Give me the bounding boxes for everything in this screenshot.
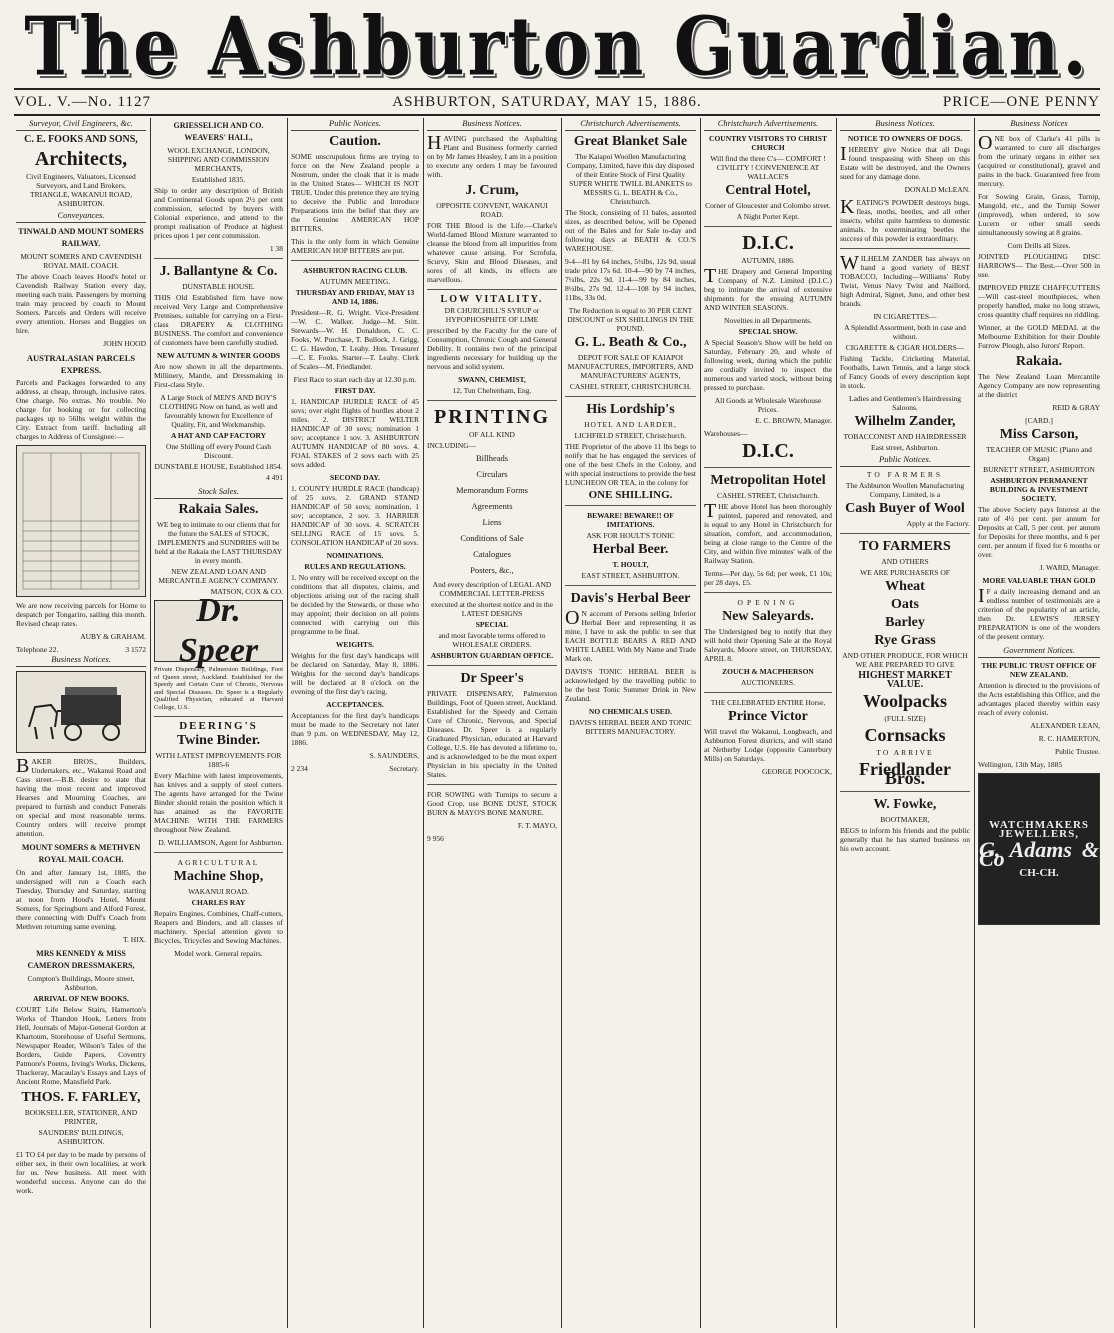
divider <box>427 400 557 401</box>
ad-porter: A Night Porter Kept. <box>736 212 800 221</box>
price: PRICE—ONE PENNY <box>942 93 1100 110</box>
ad-sowing: For Sowing Grain, Grass, Turnip, Mangold, etc., and the Turnip Sower (improved), when ordered, to sow Lucern or other small seeds simultaneously sowing at 8 grains. <box>978 192 1100 237</box>
ad-shilling: ONE SHILLING. <box>588 489 673 501</box>
column-1 <box>16 118 146 1328</box>
ad-money-body: £1 TO £4 per day to be made by persons of either sex, in their own localities, at work for us. New business. All meet with wonderful success. Anyone can do the work. <box>16 1150 146 1195</box>
ad-griesselich-est: Established 1835. <box>191 175 246 184</box>
ad-dic-body: THE Drapery and General Importing Company of N.Z. Limited (D.I.C.) beg to intimate the arrival of extensive shipments for the ensuing AUTUMN AND WINTER SEASONS. <box>704 265 832 312</box>
ad-zander-title: Wilhelm Zander, <box>854 414 956 429</box>
ad-zouch-name: ZOUCH & MACPHERSON <box>722 667 814 676</box>
ad-card: [CARD.] <box>1025 416 1053 425</box>
ad-novelties: Novelties in all Departments. <box>724 316 812 325</box>
ad-signature: F. T. MAYO, <box>517 821 557 830</box>
ad-fowke-sub: BOOTMAKER, <box>880 815 930 824</box>
ad-zouch-sub: AUCTIONEERS. <box>741 678 795 687</box>
ad-arrive: TO ARRIVE <box>876 748 934 757</box>
masthead <box>0 0 1114 92</box>
ad-wheat: Wheat <box>885 579 925 594</box>
section-header: Surveyor, Civil Engineers, &c. <box>16 118 146 131</box>
ad-dogs-title: NOTICE TO OWNERS OF DOGS. <box>847 134 963 143</box>
ad-signature: REID & GRAY <box>1052 403 1100 412</box>
ad-purchasers: WE ARE PURCHASERS OF <box>860 568 950 577</box>
ad-asphalt-body: HAVING purchased the Asphalting Plant and Business formerly carried on by Mr James Heasley, I am in a position to execute any orders I may be favoured with. <box>427 132 557 179</box>
ad-zander-addr: East street, Ashburton. <box>871 443 939 452</box>
ad-woolpacks: Woolpacks <box>862 691 948 711</box>
ad-hoult-addr: EAST STREET, ASHBURTON. <box>581 571 680 580</box>
ad-pill-body: ONE box of Clarke's 41 pills is warranted to cure all discharges from the urinary organs in either sex (acquired or constitutional), gravel and pains in the back. Guaranteed free from mercury. <box>978 132 1100 188</box>
ad-beath-addr: CASHEL STREET, CHRISTCHURCH. <box>569 382 692 391</box>
ad-fooks-title: Architects, <box>34 148 128 170</box>
ad-signature: MATSON, COX & CO. <box>210 587 283 596</box>
ad-express-title: AUSTRALASIAN PARCELS EXPRESS. <box>26 353 136 375</box>
section-header: Government Notices. <box>978 645 1100 658</box>
ad-fowke-body: BEGS to inform his friends and the public generally that he has started business on his own account. <box>840 826 970 853</box>
ad-farley-title: THOS. F. FARLEY, <box>21 1090 141 1105</box>
ad-twine-title: Twine Binder. <box>176 733 261 748</box>
divider <box>840 248 970 249</box>
ad-express-foot: We are now receiving parcels for Home to despatch per Tongariro, sailing this month. Revised cheap rates. <box>16 601 146 628</box>
ad-rules-title: RULES AND REGULATIONS. <box>304 562 406 571</box>
ref-line <box>291 764 419 773</box>
ad-speers-body: PRIVATE DISPENSARY, Palmerston Buildings, Foot of Queen street, Auckland. Established for the Speedy and Certain Cure of Chronic, Nervous, and Special Diseases. Dr. Speer is a regularly Graduated Physician, educated at Harvard College, U.S. He has devoted a lifetime to, and is acknowledged to be the most expert Physician in his specialty in the United States. <box>427 689 557 779</box>
ad-metro-title: Metropolitan Hotel <box>710 473 826 488</box>
ad-lordship-sub: HOTEL AND LARDER, <box>584 420 677 429</box>
divider <box>154 852 283 853</box>
divider <box>840 791 970 792</box>
ad-dic2-title: D.I.C. <box>742 440 794 462</box>
column-rule <box>287 118 288 1328</box>
ad-mail-body: On and after January 1st, 1885, the undersigned will run a Coach each Tuesday, Thursday and Saturday, starting at noon from Hood's Hotel, Mount Somers, for Springburn and Alford Forest, there connecting with Duff's Coach from Methven returning same evening. <box>16 868 146 931</box>
ad-herbal-ask: ASK FOR HOULT'S TONIC <box>586 531 675 540</box>
ad-special: SPECIAL <box>475 620 509 629</box>
ad-rakaia-title: Rakaia Sales. <box>178 502 259 517</box>
rates-table <box>16 445 146 597</box>
ad-saloons: Ladies and Gentlemen's Hairdressing Saloons. <box>849 394 961 412</box>
ad-rye: Rye Grass <box>874 633 936 648</box>
ad-gold-body: IF a daily increasing demand and an endless number of testimonials are a criterion of the popularity of an article, then Dr. LEWIS'S JERSEY PREPARATION is one of the wonders of the present century. <box>978 585 1100 641</box>
ad-winner: Winner, at the GOLD MEDAL at the Melbourne Exhibition for their Double Furrow Plough, also Jurors' Report. <box>978 323 1100 350</box>
ad-apply: Apply at the Factory. <box>906 519 970 528</box>
ad-hoult-name: T. HOULT, <box>612 560 649 569</box>
ad-dress-body: Compton's Buildings, Moore street, Ashburton. <box>27 974 135 992</box>
column-8 <box>978 118 1100 1328</box>
section-header: Public Notices. <box>840 454 970 467</box>
ad-metro-terms: Terms—Per day, 5s 6d; per week, £1 10s; per 28 days, £5. <box>704 569 832 587</box>
ad-special-show: SPECIAL SHOW. <box>738 327 798 336</box>
ad-deering-title: DEERING'S <box>179 720 258 732</box>
ad-agric-label: AGRICULTURAL <box>177 858 260 867</box>
ad-blood-body: FOR THE Blood is the Life.—Clarke's World-famed Blood Mixture warranted to cleanse the blood from all impurities from whatever cause arising. For Scrofula, Scurvy, Skin and Blood Diseases, and sores of all kinds, its effects are marvellous. <box>427 221 557 284</box>
list-item: Conditions of Sale <box>460 533 524 543</box>
ad-central-addr: Corner of Gloucester and Colombo street. <box>705 201 831 210</box>
list-item: Posters, &c., <box>470 565 514 575</box>
ad-rakaia8-title: Rakaia. <box>1015 354 1063 369</box>
rates-table-graphic <box>21 451 141 591</box>
section-header: Business Notices <box>978 118 1100 131</box>
section-header: Conveyances. <box>16 210 146 223</box>
ad-full-size: (FULL SIZE) <box>884 714 926 723</box>
divider <box>291 260 419 261</box>
divider <box>704 692 832 693</box>
ad-coach-title: TINWALD AND MOUNT SOMERS RAILWAY. <box>18 227 144 248</box>
ad-signature: R. C. HAMERTON, <box>1038 734 1100 743</box>
ad-racing-title: ASHBURTON RACING CLUB. <box>303 266 407 275</box>
ad-fowke-title: W. Fowke, <box>873 797 937 812</box>
ad-lordship-title: His Lordship's <box>586 402 675 417</box>
ad-nominations: NOMINATIONS. <box>326 551 384 560</box>
ad-churchill-title: DR CHURCHILL'S SYRUP or HYPOPHOSPHITE OF LIME <box>444 306 540 324</box>
ad-dunstable-line: DUNSTABLE HOUSE, Established 1854. <box>154 462 283 471</box>
ad-blanket-title: Great Blanket Sale <box>573 134 688 149</box>
ad-books-body: COURT Life Below Stairs, Hamerton's Works of Thandon Hook, Letters from Hell, Journals of Major-General Gordon at Khartoum, Storehouse of Useful Sermons, Newspaper Reader, Wilson's Tales of the Borders, Guide Papers, Coventry Patmore's Poems, Irving's Works, Dickens, Thackeray, Macaulay's Essays and Lays of Ancient Rome, Mansfield Park. <box>16 1005 146 1086</box>
ad-hat-title: A HAT AND CAP FACTORY <box>170 431 267 440</box>
column-6 <box>704 118 832 1328</box>
ad-beath-title: G. L. Beath & Co., <box>574 335 687 350</box>
ad-metro-sub: CASHEL STREET, Christchurch. <box>716 491 820 500</box>
ad-carson-addr: BURNETT STREET, ASHBURTON <box>983 465 1095 474</box>
ad-twine-sub: WITH LATEST IMPROVEMENTS FOR 1885-6 <box>155 751 282 769</box>
ad-perm-body: The above Society pays Interest at the rate of 4½ per cent. per annum for Deposits at Call, 5 per cent. per annum for Deposits for three months, and 6 per cent. per annum if fixed for 6 months or over. <box>978 505 1100 559</box>
ad-farley-addr: SAUNDERS' BUILDINGS, ASHBURTON. <box>38 1128 124 1146</box>
ad-wholesale: and most favorable terms offered to WHOLESALE ORDERS. <box>438 631 546 649</box>
ad-blanket-body: The Kaiapoi Woollen Manufacturing Company, Limited, have this day disposed of their Entire Stock of First Quality SUPER WHITE TWILL BLANKETS to MESSRS G. L. BEATH & Co., Christchurch. <box>566 152 695 206</box>
ad-central-title: Central Hotel, <box>725 183 811 198</box>
ad-and-others: AND OTHERS <box>881 557 929 566</box>
ad-blanket-reduction: The Reduction is equal to 30 PER CENT DISCOUNT or SIX SHILLINGS IN THE POUND. <box>567 306 694 333</box>
divider <box>427 665 557 666</box>
divider <box>704 592 832 593</box>
list-item: Circulars <box>476 469 508 479</box>
hearse-icon <box>21 677 141 747</box>
ad-public-trustee: Public Trustee. <box>1054 747 1100 756</box>
ad-including: INCLUDING— <box>427 441 477 450</box>
ad-second-body: 1. COUNTY HURDLE RACE (handicap) of 25 sovs. 2. GRAND STAND HANDICAP of 50 sovs; nomination, 1 sov; acceptance, 2 sov. 3. HARRIER HANDICAP of 30 sovs. 4. SCRATCH SELLING RACE of 15 sovs. 5. CONSOLATION HANDICAP of 20 sovs. <box>291 484 419 547</box>
ad-autumn-title: NEW AUTUMN & WINTER GOODS <box>156 351 281 360</box>
ad-carson-sub: TEACHER OF MUSIC (Piano and Organ) <box>986 445 1092 463</box>
ad-davis-body: ON account of Persons selling Inferior Herbal Beer and representing it as mine, I have to ask the public to see that EACH BOTTLE BEARS A RED AND WHITE LABEL With My Name and Trade Mark on. <box>565 607 696 663</box>
ad-davis-foot: DAVIS'S TONIC HERBAL BEER is acknowledged by the travelling public to be the best Tonic Summer Drink in New Zealand. <box>565 667 696 703</box>
ad-wholesale: All Goods at Wholesale Warehouse Prices. <box>714 396 822 414</box>
ad-warehouse: Warehouses— <box>704 429 748 438</box>
ad-bonedust-body: FOR SOWING with Turnips to secure a Good Crop, use BONE DUST, STOCK BURN & MAYO'S BONE MANURE. <box>427 790 557 817</box>
ad-trustee-title: THE PUBLIC TRUST OFFICE OF NEW ZEALAND. <box>981 661 1097 679</box>
column-rule <box>150 118 151 1328</box>
ad-fooks-name: C. E. FOOKS AND SONS, <box>24 134 138 145</box>
ad-signature: S. SAUNDERS, <box>369 751 419 760</box>
section-header: Stock Sales. <box>154 486 283 499</box>
ad-racing-date: THURSDAY AND FRIDAY, MAY 13 AND 14, 1886. <box>295 288 415 306</box>
ad-pipes: A Splendid Assortment, both in case and without. <box>844 323 966 341</box>
ad-weights-title: WEIGHTS. <box>335 640 375 649</box>
divider <box>427 289 557 290</box>
ad-farmers-header: TO FARMERS <box>866 470 944 479</box>
divider <box>840 533 970 534</box>
ad-signature: J. WARD, Manager. <box>1039 563 1100 572</box>
ad-accept-body: Acceptances for the first day's handicaps must be made to the Secretary not later than 9 p.m. on WEDNESDAY, May 12, 1886. <box>291 711 419 747</box>
ad-low-title: LOW VITALITY. <box>440 294 544 305</box>
section-header: Christchurch Advertisements. <box>704 118 832 131</box>
adams-advert <box>978 773 1100 925</box>
ad-ray-name: CHARLES RAY <box>191 898 246 907</box>
ad-fooks-body: Civil Engineers, Valuators, Licensed Surveyors, and Land Brokers, TRIANGLE, WAKANUI ROAD, ASHBURTON. <box>26 172 136 208</box>
ad-farley-sub: BOOKSELLER, STATIONER, AND PRINTER, <box>24 1108 138 1126</box>
section-header: Christchurch Advertisements. <box>565 118 696 131</box>
ad-dress-title: MRS KENNEDY & MISS CAMERON DRESSMAKERS, <box>27 949 135 970</box>
ad-signature: T. HIX. <box>123 935 146 944</box>
ad-beath-sub: DEPOT FOR SALE OF KAIAPOI MANUFACTURES, IMPORTERS, AND MANUFACTURERS' AGENTS, <box>567 353 694 380</box>
ad-model-line: Model work. General repairs. <box>174 949 263 958</box>
ref-number: 2 234 <box>291 764 308 773</box>
printing-list <box>427 450 557 578</box>
section-header: Business Notices. <box>840 118 970 131</box>
ad-signature: DONALD McLEAN. <box>904 185 970 194</box>
ad-ray-body: Repairs Engines, Combines, Chaff-cutters, Reapers and Binders, and all classes of machinery. Special attention given to Bicycles, Tricycles and Sewing Machines. <box>154 909 283 945</box>
ad-first-race: First Race to start each day at 12.30 p.m. <box>293 375 417 384</box>
ad-caution-title: Caution. <box>329 134 381 149</box>
divider <box>154 258 283 259</box>
ad-rakaia8-body: The New Zealand Loan Mercantile Agency Company are now representing at the district <box>978 372 1100 399</box>
column-rule <box>561 118 562 1328</box>
adams-logo-text: G. Adams & Co <box>979 836 1099 871</box>
ad-speers-title: Dr Speer's <box>460 671 524 686</box>
ad-dogs-body: IHEREBY give Notice that all Dogs found trespassing with Sheep on this Estate will be destroyed, and the Owners sued for any damage done. <box>840 143 970 181</box>
list-item: Liens <box>482 517 502 527</box>
ad-rakaia-body: WE beg to intimate to our clients that for the future the SALES of STOCK, IMPLEMENTS and SUNDRIES will be held at the Rakaia the LAST THURSDAY in every month. <box>154 520 283 565</box>
ad-perm-title: ASHBURTON PERMANENT BUILDING & INVESTMENT SOCIETY. <box>989 476 1089 503</box>
column-rule <box>423 118 424 1328</box>
ad-executed: executed at the shortest notice and in the LATEST DESIGNS <box>431 600 553 618</box>
adams-jewellers: JEWELLERS, <box>999 827 1079 840</box>
ad-printing-title: PRINTING <box>433 406 550 428</box>
ad-davis-sig: DAVIS'S HERBAL BEER AND TONIC BITTERS MANUFACTORY. <box>569 718 692 736</box>
ad-churchill-body: prescribed by the Faculty for the cure of Consumption, Chronic Cough and General Debility. It contains two of the principal ingredients necessary for building up the nervous and solid system. <box>427 326 557 371</box>
divider <box>427 784 557 785</box>
ad-wool-title: Cash Buyer of Wool <box>845 501 965 516</box>
section-header: Public Notices. <box>291 118 419 131</box>
ad-griesselich-title: GRIESSELICH AND CO. WEAVERS' HALL, <box>173 121 264 142</box>
ad-trustee-body: Attention is directed to the provisions of the Acts establishing this Office, and the advantages placed thereby within easy reach of every colonist. <box>978 681 1100 717</box>
list-item: Billheads <box>475 453 509 463</box>
ad-signature: GEORGE POOCOCK, <box>761 767 832 776</box>
ad-prince-body: Will travel the Wakanui, Longbeach, and Ashburton Forest districts, and will stand at Netherby Lodge (opposite Canterbury Mills) on Saturdays. <box>704 727 832 763</box>
ad-special-body: A Special Season's Show will be held on Saturday, February 20, and whole of following week, during which the public are cordially invited to inspect the numerous and varied stock, without being pressed to purchase. <box>704 338 832 392</box>
issue-date: ASHBURTON, SATURDAY, MAY 15, 1886. <box>392 93 702 110</box>
ad-speer-body: Private Dispensary, Palmerston Buildings, Foot of Queen street, Auckland. Established for the Speedy and Certain Cure of Chronic, Nervous and Special Diseases. Dr. Speer is a Regularly Qualified Physician, educated at Harvard College, U.S. <box>154 666 283 711</box>
ad-prince-title: Prince Victor <box>728 709 808 724</box>
ad-ballantyne-body: THIS Old Established firm have now received Very Large and Comprehensive Premises, suitable for carrying on a First-class DRAPERY & CLOTHING BUSINESS. The comfort and convenience of customers have been carefully studied. <box>154 293 283 347</box>
ad-swann-name: SWANN, CHEMIST, <box>458 375 526 384</box>
ad-express-body: Parcels and Packages forwarded to any address, at cheap, through, inclusive rates. One charge. No extras. No trouble. No charge for booking or for collecting packages up to 56lbs weight within the City. Extract from tariff. Including all charges to Address of Consignee:— <box>16 378 146 441</box>
ad-caution-foot: This is the only form in which Genuine AMERICAN HOP BITTERS are put. <box>291 237 419 255</box>
ad-signature: D. WILLIAMSON, Agent for Ashburton. <box>158 838 283 847</box>
ad-griesselich-sub: WOOL EXCHANGE, LONDON, SHIPPING AND COMMISSION MERCHANTS, <box>167 146 270 173</box>
adams-city: CH-CH. <box>1019 866 1059 879</box>
column-3 <box>291 118 419 1328</box>
ad-signature: E. C. BROWN, Manager. <box>755 416 832 425</box>
column-5 <box>565 118 696 1328</box>
telephone: Telephone 22. <box>16 645 59 654</box>
dateline <box>14 88 1100 116</box>
ad-friedlander: Friedlander Bros. <box>859 759 951 788</box>
column-rule <box>700 118 701 1328</box>
ad-lordship-body: THE Proprietor of the above 11 lbs begs to notify that he has engaged the services of one of the best Chefs in the Colony, and with special instructions to provide the best LUNCHEON OR TEA, in the colony for <box>565 442 696 487</box>
ad-second-day: SECOND DAY. <box>330 473 380 482</box>
ad-accept-title: ACCEPTANCES. <box>326 700 384 709</box>
list-item: Memorandum Forms <box>455 485 528 495</box>
ad-cigarettes: IN CIGARETTES— <box>873 312 937 321</box>
ad-opening: OPENING <box>737 598 799 607</box>
adams-watchmakers: WATCHMAKERS <box>988 818 1090 831</box>
divider <box>565 505 696 506</box>
ad-signature: ALEXANDER LEAN, <box>1030 721 1100 730</box>
ad-mail-title: MOUNT SOMERS & METHVEN ROYAL MAIL COACH. <box>21 843 141 864</box>
ad-herbal-title: Herbal Beer. <box>592 542 669 557</box>
ad-stock-body: A Large Stock of MEN'S AND BOY'S CLOTHING Now on hand, as well and favourably known for Excellence of Quality, Fit, and Workmanship. <box>159 393 278 429</box>
ad-autumn-body: Are now shown in all the departments. Millinery, Mantle, and Dressmaking in First-class Style. <box>154 362 283 389</box>
ad-baker-body: BAKER BROS., Builders, Undertakers, etc., Wakanui Road and Cass street.—B.B. desire to state that having the most recent and improved Hearses and Mourning Coaches, are prepared to furnish and conduct Funerals on special and most reasonable terms. Country orders will receive prompt attention. <box>16 755 146 838</box>
ad-corn: Corn Drills all Sizes. <box>1007 241 1071 250</box>
ad-machine-sub: WAKANUI ROAD. <box>188 887 249 896</box>
ad-metro-body: THE above Hotel has been thoroughly painted, papered and renovated, and is equal to any Hotel in Christchurch for situation, comfort, and accommodation, being at close range to the Centre of the City, and within five minutes' walk of the Railway Station. <box>704 500 832 565</box>
ad-ballantyne-sub: DUNSTABLE HOUSE. <box>182 282 255 291</box>
ad-lordship-addr: LICHFIELD STREET, Christchurch. <box>574 431 687 440</box>
divider <box>704 226 832 227</box>
ad-keating-body: KEATING'S POWDER destroys bugs, fleas, moths, beetles, and all other insects, whilst quite harmless to domestic animals. In exterminating beetles the success of this powder is extraordinary. <box>840 196 970 243</box>
masthead-title: The Ashburton Guardian. <box>24 0 1090 94</box>
ad-comfort: Will find the three C's— COMFORT ! CIVILITY ! CONVENIENCE AT WALLACE'S <box>710 154 826 181</box>
divider <box>704 467 832 468</box>
speer-logo-text: Dr. Speer <box>178 592 259 669</box>
column-7 <box>840 118 970 1328</box>
ad-weights-body: Weights for the first day's handicaps will be declared on Saturday, May 8, 1886. Weights for the second day's handicaps will be declared at 8 o'clock on the evening of the first day's racing. <box>291 651 419 696</box>
ad-twine-body: Every Machine with latest improvements, has knives and a supply of steel cutters. The agents have arranged for the Twine Binder should retain the position which it has attained as the FAVORITE MACHINE WITH THE FARMERS throughout New Zealand. <box>154 771 283 834</box>
ad-first-day: FIRST DAY. <box>334 386 376 395</box>
ad-printing-sub: OF ALL KIND <box>469 430 515 439</box>
ad-oats: Oats <box>891 597 919 612</box>
divider <box>565 585 696 586</box>
ad-ballantyne-title: J. Ballantyne & Co. <box>159 264 278 279</box>
list-item: Agreements <box>471 501 513 511</box>
ad-cigar: CIGARETTE & CIGAR HOLDERS— <box>845 343 965 352</box>
ad-crum-sub: OPPOSITE CONVENT, WAKANUI ROAD. <box>436 201 548 219</box>
speer-logo <box>154 592 283 669</box>
ad-carson-title: Miss Carson, <box>999 427 1079 442</box>
ref-number: 1 38 <box>269 244 283 253</box>
ad-barley: Barley <box>885 615 925 630</box>
ad-blanket-body2: The Stock, consisting of 11 bales, assorted sizes, as described below, will be Opened out of the Bales and for Sale to-day and following days at BEATH & CO.'S WAREHOUSE. <box>565 208 696 253</box>
column-2 <box>154 118 283 1328</box>
ad-prince-header: THE CELEBRATED ENTIRE Horse, <box>710 698 826 707</box>
ad-signature: JOHN HOOD <box>103 339 146 348</box>
ad-gold-title: MORE VALUABLE THAN GOLD <box>982 576 1096 585</box>
ad-dic-title: D.I.C. <box>742 232 794 254</box>
ad-crum-title: J. Crum, <box>465 183 519 198</box>
ad-swann-addr: 12, Tun Cheltenham, Eng. <box>452 386 532 395</box>
ad-coach-sub: MOUNT SOMERS AND CAVENDISH ROYAL MAIL COACH. <box>20 252 142 270</box>
ad-dic-sub: AUTUMN, 1886. <box>741 256 795 265</box>
ad-fishing: Fishing Tackle, Cricketing Material, Footballs, Lawn Tennis, and a large stock of Fancy Goods of every description kept in stock. <box>840 354 970 390</box>
section-header: Business Notices. <box>427 118 557 131</box>
ad-signature: AUBY & GRAHAM. <box>80 632 146 641</box>
ad-beware: BEWARE! BEWARE!! OF IMITATIONS. <box>587 511 674 529</box>
divider <box>154 716 283 717</box>
ref-number: 3 1572 <box>125 645 146 654</box>
list-item: Catalogues <box>473 549 511 559</box>
ad-griesselich-body: Ship to order any description of British and Continental Goods upon 2½ per cent commission, selected by buyers with Colonial experience, and attend to the prompt realisation of Produce at highest prices upon 1 per cent commission. <box>154 186 283 240</box>
column-4 <box>427 118 557 1328</box>
ad-caution-body: SOME unscrupulous firms are trying to force on the New Zealand people a Nostrum, under the cloak that it is made in the United States— WHICH IS NOT TRUE. Under this pretence they are trying to deceive the Public and Introduce Preparations into the belief that they are the Genuine AMERICAN HOP BITTERS. <box>291 152 419 233</box>
ad-zander-sub: TOBACCONIST AND HAIRDRESSER <box>843 432 967 441</box>
ad-first-body: 1. HANDICAP HURDLE RACE of 45 sovs; over eight flights of hurdles about 2 miles. 2. DISTRICT WELTER HANDICAP of 30 sovs; nomination 1 sov; acceptance 1 sov. 3. ASHBURTON AUTUMN HANDICAP of 80 sovs. 4. FOAL STAKES of 2 sovs each with 25 sovs added. <box>291 397 419 469</box>
ref-number: 4 491 <box>266 473 283 482</box>
ad-sale-body: The Undersigned beg to notify that they will hold their Opening Sale at the Royal Saleyards, Moore street, on THURSDAY, APRIL 8. <box>704 627 832 663</box>
ad-harrows: JOINTED PLOUGHING DISC HARROWS— The Best.—Over 500 in use. <box>978 252 1100 279</box>
ad-davis-title: Davis's Herbal Beer <box>570 591 691 606</box>
ad-coach-body: The above Coach leaves Hood's hotel or Cavendish Railway Station every day, meeting each train. Passengers by morning train may proceed by coach to Mount Somers. Parcels and Orders will receive every attention. Horses and Buggies on hire. <box>16 272 146 335</box>
ref-number: 9 956 <box>427 834 444 843</box>
column-rule <box>836 118 837 1328</box>
ad-country-title: COUNTRY VISITORS TO CHRIST CHURCH <box>709 134 827 152</box>
ad-books-title: ARRIVAL OF NEW BOOKS. <box>33 994 129 1003</box>
ad-blanket-prices: 9-4—81 by 64 inches, 5½lbs, 12s 9d, usual trade price 17s 6d. 10-4—90 by 74 inches, 7¼lbs, 22s 9d. 11-4—99 by 84 inches, 8½lbs, 27s 9d. 12-4—108 by 94 inches, 11lbs, 33s 0d. <box>565 257 696 302</box>
ad-nzloan-line: NEW ZEALAND LOAN AND MERCANTILE AGENCY COMPANY. <box>158 567 279 585</box>
hearse-illustration <box>16 671 146 753</box>
ad-farmers-title: TO FARMERS <box>859 539 951 554</box>
ad-guardian-office: ASHBURTON GUARDIAN OFFICE. <box>430 651 554 660</box>
ad-cornsacks: Cornsacks <box>864 725 946 745</box>
ad-racing-body: President—R. G. Wright. Vice-President—W. C. Walker. Judge—M. Stitt. Stewards—W. H. Donaldson, C. C. Fooks, W. Purchase, T. Bullock, J. Grigg, C. G. Hawdon, T. Leahy. Hon. Treasurer—C. E. Fooks. Starter—T. Leahy. Clerk of Scales—M. Friedlander. <box>291 308 419 371</box>
ad-saleyards-title: New Saleyards. <box>722 609 814 624</box>
ad-chaffcutters: IMPROVED PRIZE CHAFFCUTTERS—Will cast-steel mouthpieces, when properly handled, make no long straws, cross quantity chaff requires no riddling. <box>978 283 1100 319</box>
ad-cash-line: One Shilling off every Pound Cash Discount. <box>165 442 272 460</box>
telephone-line <box>16 645 146 654</box>
ad-secretary: Secretary. <box>389 764 419 773</box>
ad-zander-body: WILHELM ZANDER has always on hand a good variety of BEST TOBACCO, Including—Williams' Ruby Twist, Venus Navy Twist and Naillord, high Admiral, Signet, Juno, and other best brands. <box>840 252 970 308</box>
ad-no-chem: NO CHEMICALS USED. <box>588 707 673 716</box>
ad-rules-body: 1. No entry will be received except on the conditions that all disputes, claims, and objections arising out of the racing shall be decided by the Stewards, or those who may appoint; their decision on all points connected with carrying out this programme to be final. <box>291 573 419 636</box>
volume-number: VOL. V.—No. 1127 <box>14 93 151 110</box>
ad-racing-sub: AUTUMN MEETING. <box>319 277 391 286</box>
ad-produce: AND OTHER PRODUCE, FOR WHICH WE ARE PREPARED TO GIVE <box>842 651 968 669</box>
ad-highest: HIGHEST MARKET VALUE. <box>858 670 952 690</box>
section-header: Business Notices. <box>16 654 146 667</box>
divider <box>565 396 696 397</box>
ad-machine-title: Machine Shop, <box>173 869 264 884</box>
ad-wellington: Wellington, 13th May, 1885 <box>978 760 1063 769</box>
column-rule <box>974 118 975 1328</box>
ad-woollen: The Ashburton Woollen Manufacturing Company, Limited, is a <box>845 481 965 499</box>
ad-legal: And every description of LEGAL AND COMMERCIAL LETTER-PRESS <box>432 580 552 598</box>
